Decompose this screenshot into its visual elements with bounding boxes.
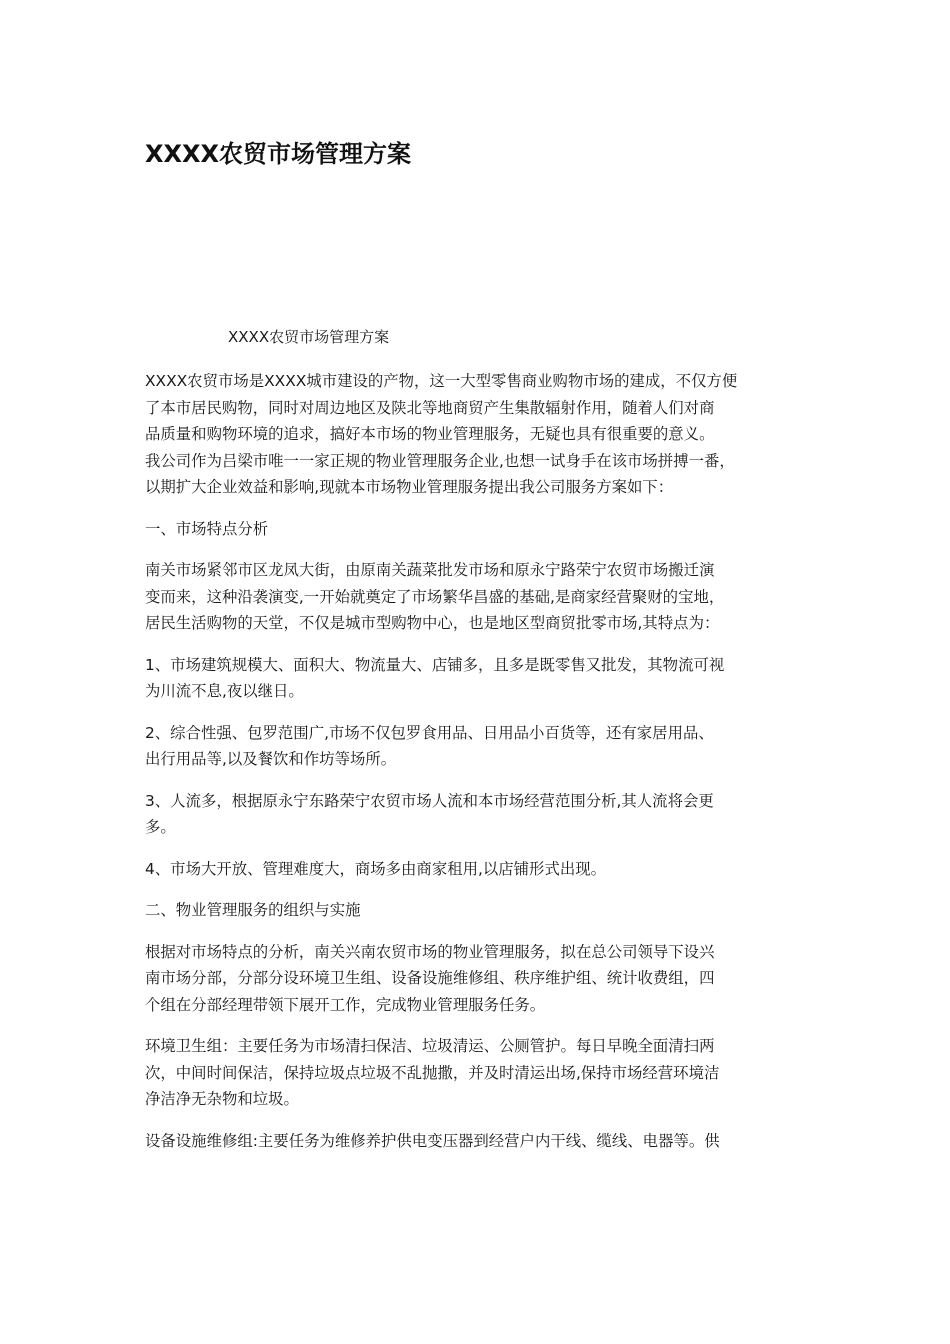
text-line: 二、物业管理服务的组织与实施: [145, 901, 361, 919]
text-line: 多。: [145, 818, 176, 836]
text-line: 我公司作为吕梁市唯一一家正规的物业管理服务企业,也想一试身手在该市场拼搏一番，: [145, 451, 735, 470]
text-line: 1、市场建筑规模大、面积大、物流量大、店铺多，且多是既零售又批发，其物流可视: [145, 655, 725, 674]
text-line: 变而来，这种沿袭演变,一开始就奠定了市场繁华昌盛的基础,是商家经营聚财的宝地，: [145, 587, 725, 606]
text-line: 居民生活购物的天堂，不仅是城市型购物中心，也是地区型商贸批零市场,其特点为：: [145, 614, 720, 632]
paragraph-intro: [145, 368, 813, 501]
text-line: 3、人流多，根据原永宁东路荣宁农贸市场人流和本市场经营范围分析,其人流将会更: [145, 791, 714, 810]
text-line: 根据对市场特点的分析，南关兴南农贸市场的物业管理服务，拟在总公司领导下设兴: [145, 942, 715, 961]
paragraph-organization: [145, 939, 813, 1019]
text-line: 了本市居民购物，同时对周边地区及陕北等地商贸产生集散辐射作用，随着人们对商: [145, 398, 715, 417]
text-line: 品质量和购物环境的追求，搞好本市场的物业管理服务，无疑也具有很重要的意义。: [145, 425, 715, 443]
text-line: 出行用品等,以及餐饮和作坊等场所。: [145, 750, 397, 768]
text-line: 净洁净无杂物和垃圾。: [145, 1090, 299, 1108]
list-item-3: [145, 788, 813, 841]
document-body: [145, 368, 813, 1169]
paragraph-market-overview: [145, 557, 813, 637]
section-heading-1: [145, 516, 813, 543]
text-line: 个组在分部经理带领下展开工作，完成物业管理服务任务。: [145, 995, 546, 1014]
text-line: 一、市场特点分析: [145, 519, 269, 538]
paragraph-sanitation-group: [145, 1033, 813, 1113]
document-title: XXXX农贸市场管理方案: [145, 140, 412, 168]
text-line: 2、综合性强、包罗范围广,市场不仅包罗食用品、日用品小百货等，还有家居用品、: [145, 723, 714, 742]
text-line: 南关市场紧邻市区龙凤大街，由原南关蔬菜批发市场和原永宁路荣宁农贸市场搬迁演: [145, 561, 715, 579]
text-line: XXXX农贸市场是XXXX城市建设的产物，这一大型零售商业购物市场的建成，不仅方便: [145, 372, 738, 390]
text-line: 为川流不息,夜以继日。: [145, 682, 304, 700]
list-item-2: [145, 720, 813, 773]
text-line: 以期扩大企业效益和影响,现就本市场物业管理服务提出我公司服务方案如下：: [145, 478, 674, 496]
section-heading-2: [145, 897, 813, 924]
paragraph-maintenance-group: [145, 1128, 813, 1155]
text-line: 4、市场大开放、管理难度大，商场多由商家租用,以店铺形式出现。: [145, 859, 607, 878]
text-line: 南市场分部，分部分设环境卫生组、设备设施维修组、秩序维护组、统计收费组，四: [145, 969, 715, 987]
document-subtitle: XXXX农贸市场管理方案: [228, 328, 390, 346]
list-item-1: [145, 652, 813, 705]
list-item-4: [145, 856, 813, 883]
text-line: 设备设施维修组:主要任务为维修养护供电变压器到经营户内干线、缆线、电器等。供: [145, 1131, 720, 1150]
text-line: 环境卫生组：主要任务为市场清扫保洁、垃圾清运、公厕管护。每日早晚全面清扫两: [145, 1037, 715, 1055]
text-line: 次，中间时间保洁，保持垃圾点垃圾不乱抛撒，并及时清运出场,保持市场经营环境洁: [145, 1063, 720, 1082]
